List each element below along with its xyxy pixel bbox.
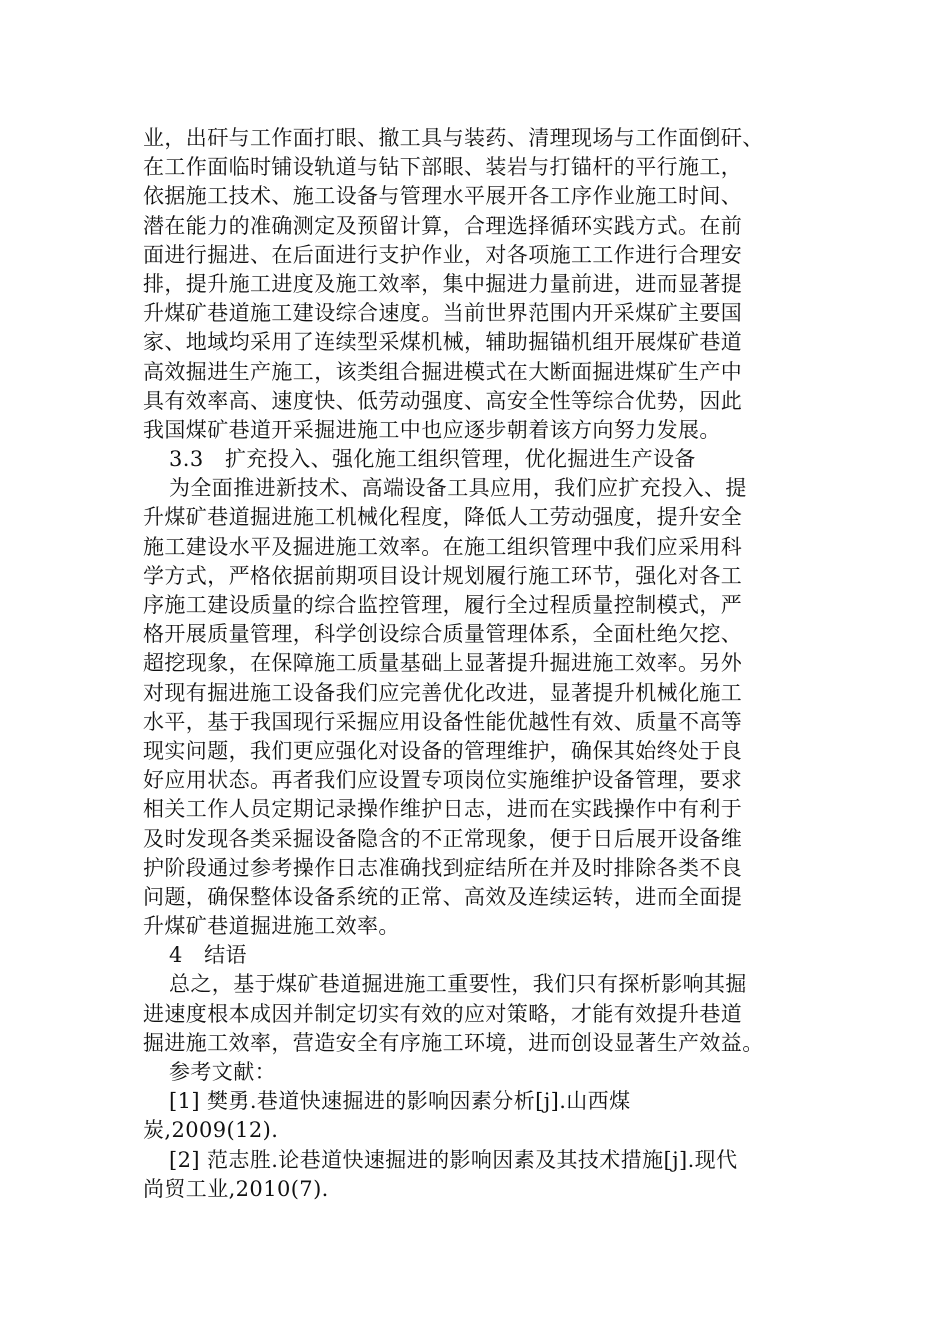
- text-line: 学方式，严格依据前期项目设计规划履行施工环节，强化对各工: [143, 563, 743, 588]
- reference-list: [143, 1087, 788, 1204]
- reference-line: 炭,2009(12).: [143, 1118, 279, 1143]
- text-line: 好应用状态。再者我们应设置专项岗位实施维护设备管理，要求: [143, 768, 743, 793]
- reference-line: [2] 范志胜.论巷道快速掘进的影响因素及其技术措施[j].现代: [169, 1147, 738, 1172]
- section-3-3-paragraph: [143, 474, 788, 941]
- reference-item: [143, 1087, 788, 1145]
- text-line: 超挖现象，在保障施工质量基础上显著提升掘进施工效率。另外: [143, 651, 743, 676]
- references-heading: 参考文献：: [169, 1060, 276, 1084]
- article-body: [143, 124, 788, 1204]
- text-line: 掘进施工效率，营造安全有序施工环境，进而创设显著生产效益。: [143, 1030, 764, 1055]
- text-line: 现实问题，我们更应强化对设备的管理维护，确保其始终处于良: [143, 738, 743, 763]
- text-line: 家、地域均采用了连续型采煤机械，辅助掘锚机组开展煤矿巷道: [143, 330, 743, 355]
- text-line: 施工建设水平及掘进施工效率。在施工组织管理中我们应采用科: [143, 534, 743, 559]
- text-line: 具有效率高、速度快、低劳动强度、高安全性等综合优势，因此: [143, 388, 743, 413]
- text-line: 进速度根本成因并制定切实有效的应对策略，才能有效提升巷道: [143, 1001, 743, 1026]
- section-heading-3-3: 3.3 扩充投入、强化施工组织管理，优化掘进生产设备: [169, 447, 696, 472]
- text-line: 及时发现各类采掘设备隐含的不正常现象，便于日后展开设备维: [143, 826, 743, 851]
- text-line: 我国煤矿巷道开采掘进施工中也应逐步朝着该方向努力发展。: [143, 417, 721, 442]
- text-line: 为全面推进新技术、高端设备工具应用，我们应扩充投入、提: [169, 476, 747, 501]
- text-line: 业，出矸与工作面打眼、撤工具与装药、清理现场与工作面倒矸、: [143, 126, 764, 150]
- text-line: 升煤矿巷道掘进施工效率。: [143, 914, 400, 939]
- text-line: 潜在能力的准确测定及预留计算，合理选择循环实践方式。在前: [143, 213, 743, 238]
- text-line: 对现有掘进施工设备我们应完善优化改进，显著提升机械化施工: [143, 680, 743, 705]
- reference-item: [143, 1146, 788, 1204]
- text-line: 水平，基于我国现行采掘应用设备性能优越性有效、质量不高等: [143, 709, 743, 734]
- text-line: 序施工建设质量的综合监控管理，履行全过程质量控制模式，严: [143, 593, 743, 617]
- conclusion-paragraph: [143, 970, 788, 1058]
- text-line: 面进行掘进、在后面进行支护作业，对各项施工工作进行合理安: [143, 242, 743, 267]
- text-line: 依据施工技术、施工设备与管理水平展开各工序作业施工时间、: [143, 184, 743, 209]
- text-line: 护阶段通过参考操作日志准确找到症结所在并及时排除各类不良: [143, 855, 743, 880]
- text-line: 在工作面临时铺设轨道与钻下部眼、装岩与打锚杆的平行施工，: [143, 155, 743, 180]
- continued-paragraph: [143, 124, 788, 445]
- text-line: 问题，确保整体设备系统的正常、高效及连续运转，进而全面提: [143, 884, 743, 909]
- text-line: 相关工作人员定期记录操作维护日志，进而在实践操作中有利于: [143, 797, 743, 822]
- text-line: 格开展质量管理，科学创设综合质量管理体系，全面杜绝欠挖、: [143, 622, 743, 647]
- section-heading-4: 4 结语: [169, 943, 247, 968]
- reference-line: [1] 樊勇.巷道快速掘进的影响因素分析[j].山西煤: [169, 1089, 631, 1114]
- text-line: 总之，基于煤矿巷道掘进施工重要性，我们只有探析影响其掘: [169, 972, 747, 997]
- text-line: 升煤矿巷道施工建设综合速度。当前世界范围内开采煤矿主要国: [143, 301, 743, 326]
- text-line: 排，提升施工进度及施工效率，集中掘进力量前进，进而显著提: [143, 271, 743, 296]
- text-line: 升煤矿巷道掘进施工机械化程度，降低人工劳动强度，提升安全: [143, 505, 743, 530]
- text-line: 高效掘进生产施工，该类组合掘进模式在大断面掘进煤矿生产中: [143, 359, 743, 384]
- reference-line: 尚贸工业,2010(7).: [143, 1176, 329, 1201]
